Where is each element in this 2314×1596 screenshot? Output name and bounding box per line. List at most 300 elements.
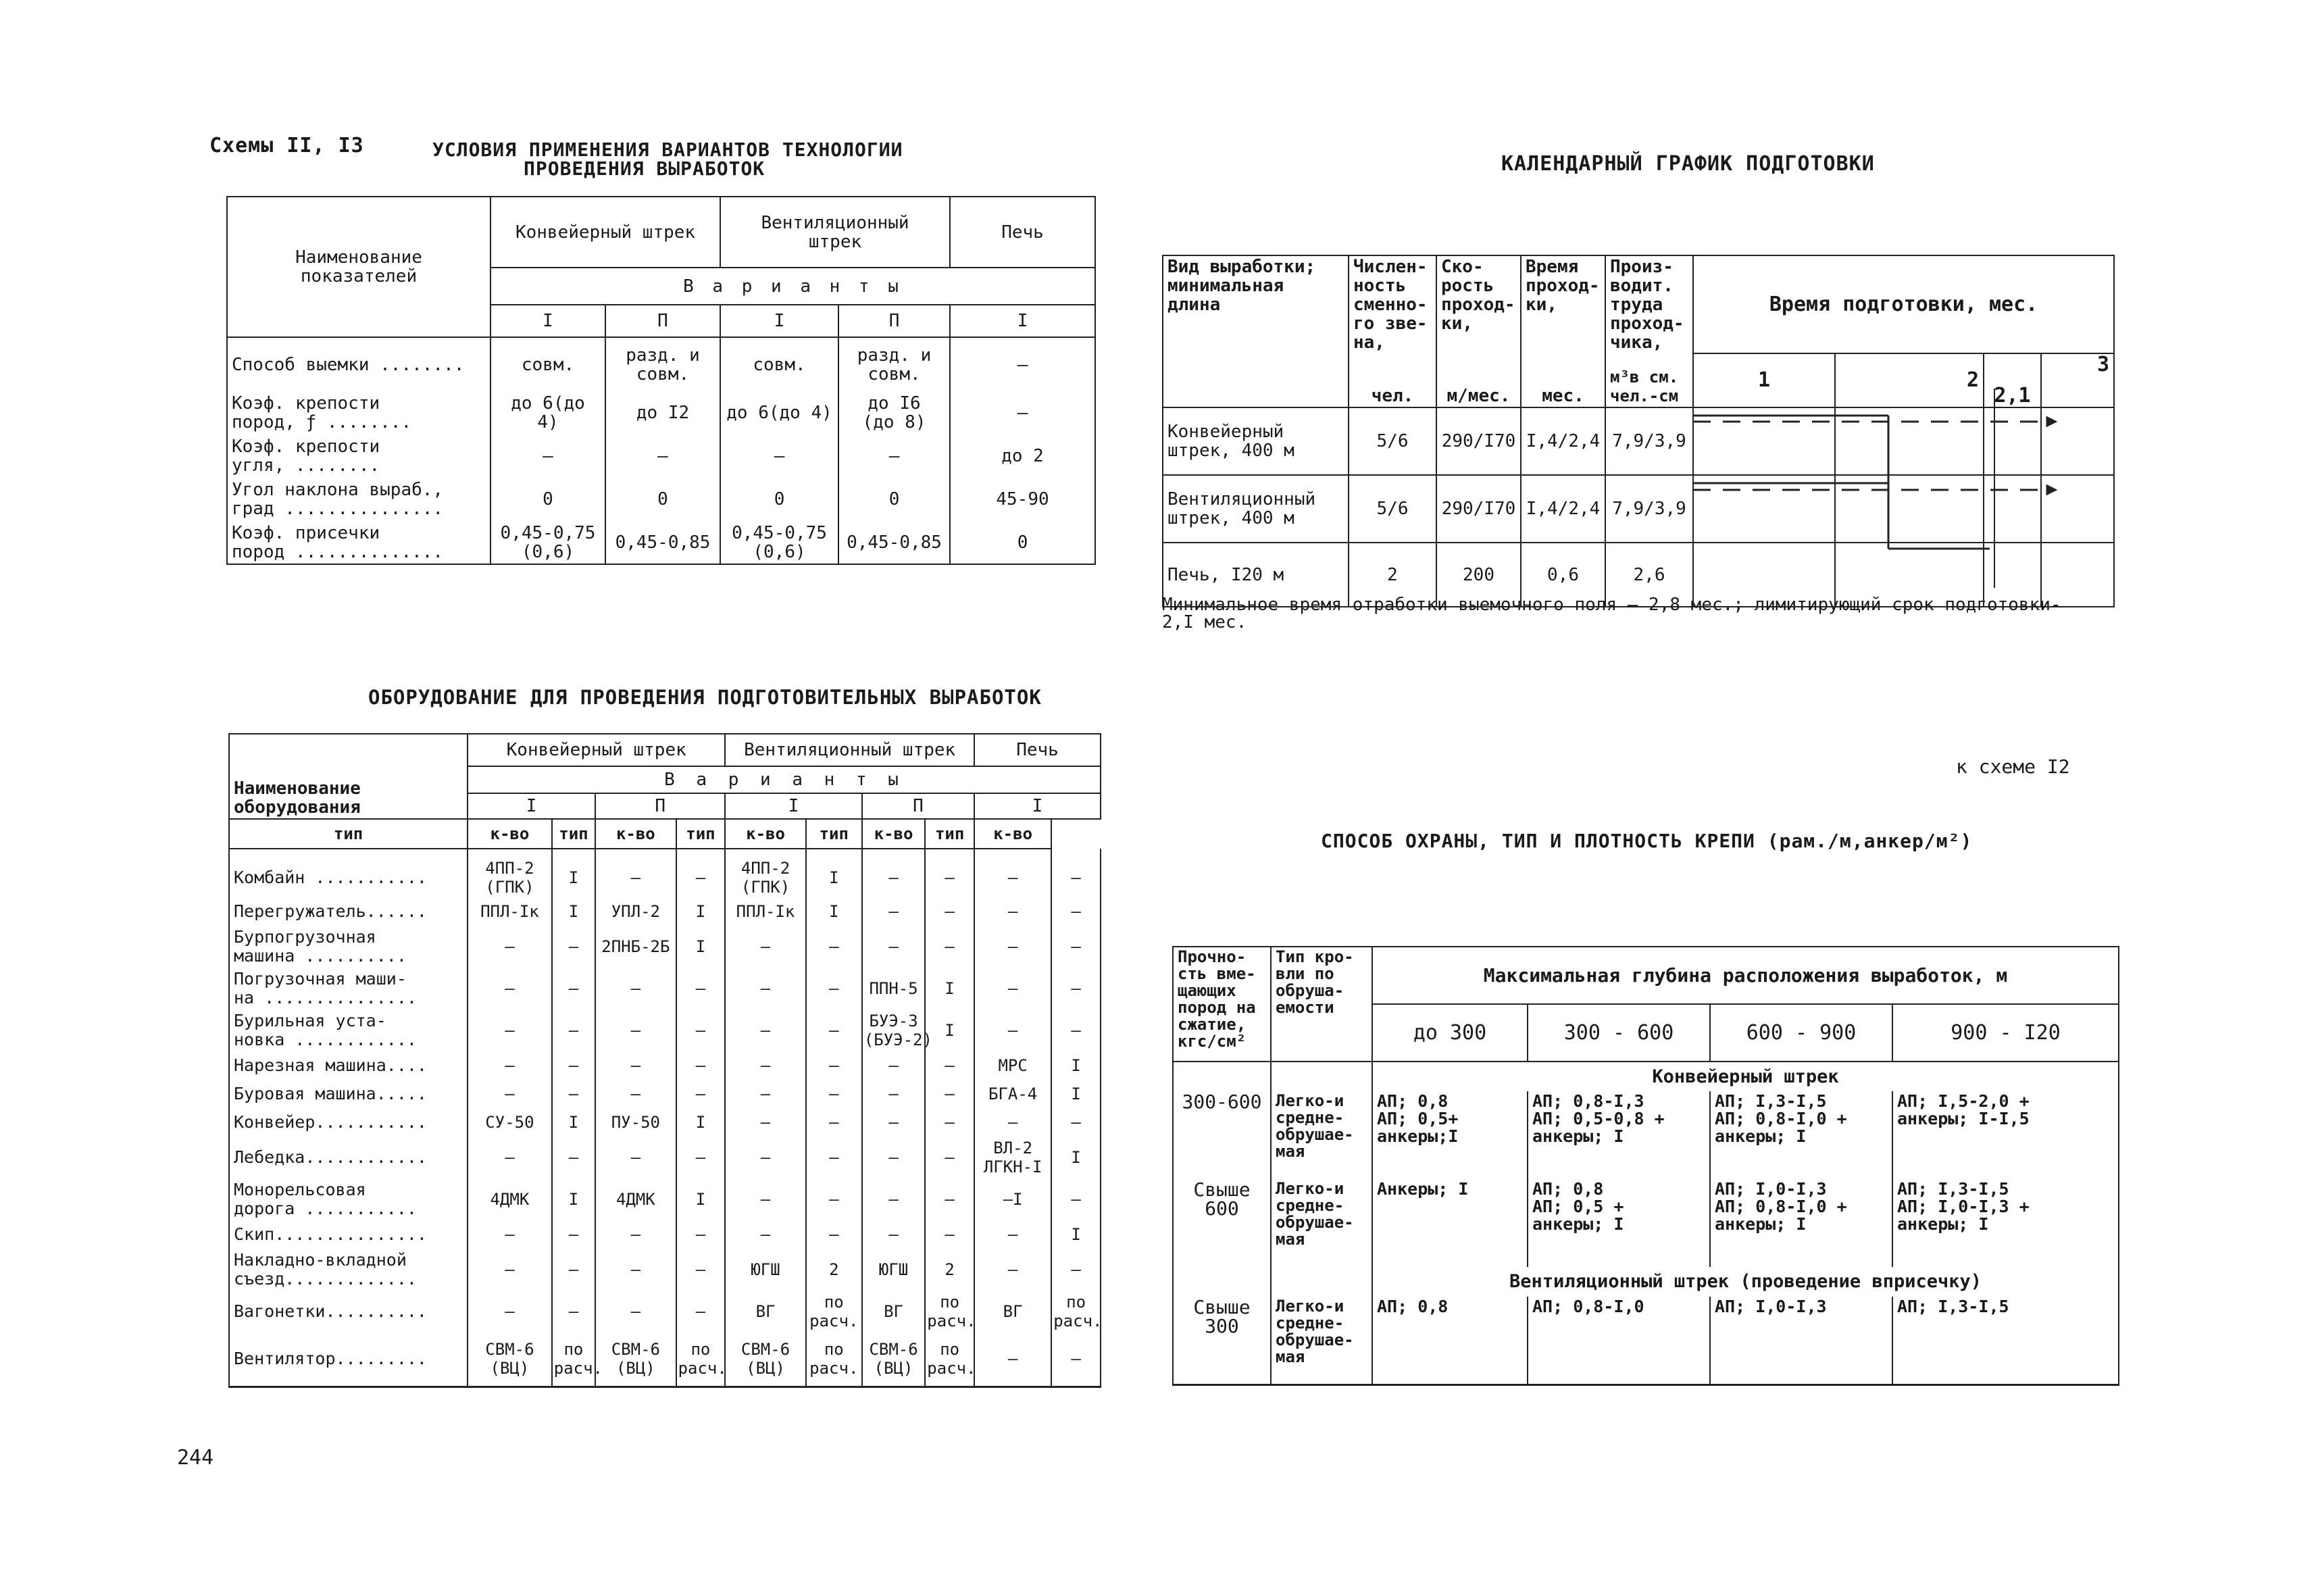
equipment-cell: –: [595, 1137, 676, 1178]
equipment-cell: –: [1051, 897, 1101, 926]
equipment-cell: –: [925, 926, 974, 968]
conditions-cell: до I6 (до 8): [838, 391, 950, 434]
calendar-cell-productivity: 7,9/3,9: [1605, 407, 1693, 475]
equipment-row: [229, 1108, 1101, 1137]
equipment-cell: –: [595, 968, 676, 1009]
equipment-subcol: тип: [229, 819, 468, 849]
support-col-type: Тип кро- вли по обруша- емости: [1271, 947, 1372, 1062]
arrow-icon: [2047, 486, 2055, 494]
equipment-cell: ППЛ-Iк: [725, 897, 805, 926]
cal-unit-speed: м/мес.: [1436, 353, 1521, 407]
conditions-cell: 45-90: [950, 478, 1095, 521]
conditions-cell: –: [720, 434, 838, 478]
cal-head-crew: Числен- ность сменно- го зве- на,: [1349, 255, 1436, 353]
conditions-variant: I: [491, 305, 605, 337]
equipment-row: [229, 1080, 1101, 1108]
equipment-cell: –: [595, 1080, 676, 1108]
conditions-cell: 0: [838, 478, 950, 521]
page-number: 244: [177, 1446, 214, 1470]
equipment-cell: –: [862, 1178, 925, 1220]
calendar-title: КАЛЕНДАРНЫЙ ГРАФИК ПОДГОТОВКИ: [1501, 152, 1875, 176]
conditions-title-line1: УСЛОВИЯ ПРИМЕНЕНИЯ ВАРИАНТОВ ТЕХНОЛОГИИ: [432, 139, 903, 161]
equipment-cell: ВГ: [862, 1291, 925, 1332]
equipment-row-name: Вагонетки..........: [229, 1291, 468, 1332]
equipment-cell: –: [862, 1051, 925, 1080]
conditions-cell: до 6(до 4): [720, 391, 838, 434]
support-section-spacer: [1271, 1062, 1372, 1091]
conditions-row-name: Коэф. крепости угля, ........: [227, 434, 491, 478]
equipment-cell: по расч.: [925, 1291, 974, 1332]
equipment-cell: –: [974, 1249, 1051, 1291]
equipment-title: ОБОРУДОВАНИЕ ДЛЯ ПРОВЕДЕНИЯ ПОДГОТОВИТЕЛЬНЫХ ВЫРАБОТОК: [368, 686, 1042, 709]
cal-month: 2: [1835, 353, 1984, 407]
support-row: [1173, 1297, 2119, 1385]
equipment-cell: I: [806, 849, 862, 897]
conditions-cell: –: [950, 391, 1095, 434]
calendar-cell-productivity: 2,6: [1605, 543, 1693, 607]
support-cell: АП; I,3-I,5 АП; I,0-I,3 + анкеры; I: [1892, 1179, 2119, 1267]
equipment-cell: –: [925, 1220, 974, 1249]
equipment-group-vent: Вентиляционный штрек: [725, 734, 974, 766]
equipment-cell: –: [806, 1178, 862, 1220]
equipment-cell: –: [806, 1220, 862, 1249]
equipment-cell: –: [595, 1291, 676, 1332]
cal-unit-time: мес.: [1521, 353, 1605, 407]
equipment-subcol: тип: [552, 819, 595, 849]
equipment-cell: –: [725, 1108, 805, 1137]
conditions-cell: 0,45-0,75 (0,6): [491, 521, 605, 564]
conditions-title-line2: ПРОВЕДЕНИЯ ВЫРАБОТОК: [524, 157, 765, 180]
equipment-subcol: тип: [806, 819, 862, 849]
conditions-cell: 0,45-0,85: [605, 521, 720, 564]
equipment-cell: –: [1051, 1332, 1101, 1387]
conditions-variant: П: [605, 305, 720, 337]
calendar-cell-productivity: 7,9/3,9: [1605, 475, 1693, 543]
equipment-cell: –: [925, 849, 974, 897]
conditions-row-name: Коэф. крепости пород, ƒ ........: [227, 391, 491, 434]
equipment-cell: –: [925, 1137, 974, 1178]
equipment-row-name: Бурпогрузочная машина ..........: [229, 926, 468, 968]
support-cell: АП; 0,8-I,3 АП; 0,5-0,8 + анкеры; I: [1528, 1091, 1710, 1179]
equipment-cell: по расч.: [676, 1332, 726, 1387]
equipment-cell: ВГ: [725, 1291, 805, 1332]
equipment-table: [228, 733, 1101, 1388]
equipment-cell: –: [806, 1051, 862, 1080]
conditions-variant: I: [950, 305, 1095, 337]
equipment-cell: I: [676, 1108, 726, 1137]
equipment-group-conveyor: Конвейерный штрек: [468, 734, 725, 766]
support-cell: Анкеры; I: [1372, 1179, 1528, 1267]
equipment-cell: –I: [974, 1178, 1051, 1220]
equipment-cell: –: [468, 1249, 552, 1291]
equipment-cell: 4ДМК: [468, 1178, 552, 1220]
equipment-cell: –: [552, 1137, 595, 1178]
equipment-cell: –: [862, 1080, 925, 1108]
arrow-icon: [2047, 418, 2055, 426]
equipment-cell: I: [676, 897, 726, 926]
equipment-row-name: Комбайн ...........: [229, 849, 468, 897]
equipment-cell: 2ПНБ-2Б: [595, 926, 676, 968]
equipment-cell: –: [676, 1220, 726, 1249]
equipment-cell: ЮГШ: [862, 1249, 925, 1291]
equipment-cell: –: [468, 1137, 552, 1178]
equipment-subcol: тип: [925, 819, 974, 849]
cal-head-kind: Вид выработки; минимальная длина: [1163, 255, 1349, 407]
conditions-cell: 0: [605, 478, 720, 521]
conditions-cell: 0,45-0,75 (0,6): [720, 521, 838, 564]
equipment-cell: –: [552, 1249, 595, 1291]
support-depth: до 300: [1372, 1004, 1528, 1062]
equipment-cell: –: [1051, 968, 1101, 1009]
equipment-cell: –: [862, 897, 925, 926]
equipment-cell: по расч.: [552, 1332, 595, 1387]
equipment-group-face: Печь: [974, 734, 1101, 766]
conditions-variant: П: [838, 305, 950, 337]
equipment-row: [229, 968, 1101, 1009]
conditions-variant: I: [720, 305, 838, 337]
conditions-row-name: Коэф. присечки пород ..............: [227, 521, 491, 564]
support-strength: Свыше 600: [1173, 1179, 1271, 1267]
equipment-cell: БУЭ-3 (БУЭ-2): [862, 1009, 925, 1051]
calendar-cell-time: I,4/2,4: [1521, 407, 1605, 475]
equipment-cell: I: [552, 1178, 595, 1220]
calendar-cell-crew: 5/6: [1349, 475, 1436, 543]
equipment-cell: –: [974, 1009, 1051, 1051]
equipment-cell: СУ-50: [468, 1108, 552, 1137]
equipment-cell: –: [725, 1051, 805, 1080]
support-depth-header: Максимальная глубина расположения выработок, м: [1372, 947, 2119, 1004]
equipment-variant: I: [725, 793, 862, 819]
cal-unit-crew: чел.: [1349, 353, 1436, 407]
conditions-cell: разд. и совм.: [605, 337, 720, 391]
equipment-variant: П: [862, 793, 974, 819]
support-cell: АП; 0,8 АП; 0,5+ анкеры;I: [1372, 1091, 1528, 1179]
equipment-cell: –: [925, 1178, 974, 1220]
equipment-cell: –: [925, 1080, 974, 1108]
equipment-cell: –: [725, 1080, 805, 1108]
calendar-cell-crew: 2: [1349, 543, 1436, 607]
equipment-subcol: тип: [676, 819, 726, 849]
equipment-cell: СВМ-6 (ВЦ): [595, 1332, 676, 1387]
equipment-cell: ВГ: [974, 1291, 1051, 1332]
conditions-cell: до 2: [950, 434, 1095, 478]
equipment-cell: I: [925, 968, 974, 1009]
support-strength: Свыше 300: [1173, 1297, 1271, 1385]
conditions-cell: 0,45-0,85: [838, 521, 950, 564]
equipment-cell: –: [1051, 926, 1101, 968]
equipment-cell: –: [974, 968, 1051, 1009]
equipment-cell: –: [468, 1220, 552, 1249]
conditions-group-vent: Вентиляционный штрек: [720, 197, 950, 268]
equipment-cell: –: [862, 1220, 925, 1249]
calendar-cell-crew: 5/6: [1349, 407, 1436, 475]
equipment-cell: ППЛ-Iк: [468, 897, 552, 926]
equipment-cell: по расч.: [806, 1332, 862, 1387]
equipment-variants-label: В а р и а н т ы: [468, 766, 1101, 793]
equipment-cell: 4ПП-2 (ГПК): [725, 849, 805, 897]
equipment-cell: I: [676, 926, 726, 968]
equipment-cell: –: [676, 1009, 726, 1051]
support-cell: АП; I,3-I,5: [1892, 1297, 2119, 1385]
conditions-cell: до I2: [605, 391, 720, 434]
equipment-cell: –: [552, 926, 595, 968]
equipment-cell: 2: [925, 1249, 974, 1291]
equipment-cell: ВЛ-2 ЛГКН-I: [974, 1137, 1051, 1178]
equipment-cell: –: [552, 968, 595, 1009]
equipment-row-name: Скип...............: [229, 1220, 468, 1249]
equipment-row: [229, 1051, 1101, 1080]
equipment-cell: –: [806, 1009, 862, 1051]
equipment-row: [229, 849, 1101, 897]
equipment-cell: по расч.: [806, 1291, 862, 1332]
equipment-cell: I: [925, 1009, 974, 1051]
equipment-cell: БГА-4: [974, 1080, 1051, 1108]
equipment-cell: –: [468, 1291, 552, 1332]
equipment-cell: ППН-5: [862, 968, 925, 1009]
equipment-cell: –: [974, 1332, 1051, 1387]
equipment-cell: I: [552, 897, 595, 926]
equipment-row: [229, 1220, 1101, 1249]
equipment-cell: –: [725, 1178, 805, 1220]
equipment-row-name: Лебедка............: [229, 1137, 468, 1178]
equipment-cell: I: [806, 897, 862, 926]
equipment-cell: СВМ-6 (ВЦ): [468, 1332, 552, 1387]
equipment-cell: I: [552, 849, 595, 897]
calendar-cell-time: 0,6: [1521, 543, 1605, 607]
equipment-cell: –: [725, 926, 805, 968]
equipment-cell: –: [806, 1137, 862, 1178]
equipment-cell: 4ПП-2 (ГПК): [468, 849, 552, 897]
equipment-cell: I: [1051, 1051, 1101, 1080]
equipment-row: [229, 1178, 1101, 1220]
equipment-cell: –: [725, 1137, 805, 1178]
equipment-cell: –: [1051, 1178, 1101, 1220]
equipment-cell: –: [862, 1108, 925, 1137]
support-section-vent: [1173, 1267, 2119, 1297]
conditions-cell: –: [838, 434, 950, 478]
conditions-cell: 0: [720, 478, 838, 521]
equipment-row: [229, 1332, 1101, 1387]
support-section-conveyor: [1173, 1062, 2119, 1091]
to-scheme-label: к схеме I2: [1956, 755, 2070, 778]
equipment-cell: –: [552, 1009, 595, 1051]
equipment-row: [229, 926, 1101, 968]
conditions-group-conveyor: Конвейерный штрек: [491, 197, 720, 268]
equipment-row-name: Бурильная уста- новка ............: [229, 1009, 468, 1051]
support-title: СПОСОБ ОХРАНЫ, ТИП И ПЛОТНОСТЬ КРЕПИ (рам./м,анкер/м²): [1321, 830, 1973, 852]
equipment-cell: –: [806, 1080, 862, 1108]
equipment-cell: –: [552, 1080, 595, 1108]
calendar-cell-speed: 290/I70: [1436, 407, 1521, 475]
equipment-cell: –: [595, 849, 676, 897]
support-cell: АП; I,0-I,3: [1710, 1297, 1892, 1385]
equipment-cell: СВМ-6 (ВЦ): [725, 1332, 805, 1387]
calendar-row-kind: Вентиляционный штрек, 400 м: [1163, 475, 1349, 543]
equipment-cell: МРС: [974, 1051, 1051, 1080]
cal-head-time: Время проход- ки,: [1521, 255, 1605, 353]
support-depth: 900 - I20: [1892, 1004, 2119, 1062]
support-row: [1173, 1091, 2119, 1179]
equipment-cell: –: [862, 849, 925, 897]
equipment-cell: –: [676, 1291, 726, 1332]
support-depth: 300 - 600: [1528, 1004, 1710, 1062]
equipment-row-name: Монорельсовая дорога ...........: [229, 1178, 468, 1220]
support-row: [1173, 1179, 2119, 1267]
equipment-cell: –: [862, 1137, 925, 1178]
equipment-cell: –: [468, 1009, 552, 1051]
equipment-cell: –: [725, 968, 805, 1009]
support-section-spacer: [1271, 1267, 1372, 1297]
conditions-cell: до 6(до 4): [491, 391, 605, 434]
equipment-row-name: Вентилятор.........: [229, 1332, 468, 1387]
support-cell: АП; 0,8-I,0: [1528, 1297, 1710, 1385]
equipment-cell: –: [925, 897, 974, 926]
equipment-col-name: Наименование оборудования: [229, 734, 468, 819]
equipment-cell: I: [1051, 1220, 1101, 1249]
equipment-cell: –: [974, 926, 1051, 968]
calendar-note-line2: 2,I мес.: [1162, 612, 1247, 632]
equipment-cell: –: [552, 1220, 595, 1249]
conditions-cell: 0: [950, 521, 1095, 564]
equipment-cell: I: [552, 1108, 595, 1137]
cal-head-prep-time: Время подготовки, мес.: [1693, 255, 2114, 353]
equipment-cell: –: [974, 1108, 1051, 1137]
equipment-cell: –: [1051, 1108, 1101, 1137]
support-section-spacer: [1173, 1062, 1271, 1091]
equipment-cell: –: [468, 1051, 552, 1080]
equipment-cell: –: [468, 968, 552, 1009]
equipment-cell: –: [1051, 849, 1101, 897]
equipment-cell: –: [676, 1137, 726, 1178]
equipment-subcol: к-во: [595, 819, 676, 849]
calendar-note-line1: Минимальное время отработки выемочного поля – 2,8 мес.; лимитирующий срок подготовки-: [1162, 595, 2061, 615]
equipment-cell: ЮГШ: [725, 1249, 805, 1291]
support-cell: АП; I,3-I,5 АП; 0,8-I,0 + анкеры; I: [1710, 1091, 1892, 1179]
support-depth: 600 - 900: [1710, 1004, 1892, 1062]
conditions-row-name: Способ выемки ........: [227, 337, 491, 391]
equipment-row: [229, 1137, 1101, 1178]
cal-month: 1: [1693, 353, 1835, 407]
equipment-cell: по расч.: [1051, 1291, 1101, 1332]
equipment-cell: –: [925, 1051, 974, 1080]
conditions-cell: –: [491, 434, 605, 478]
conditions-cell: разд. и совм.: [838, 337, 950, 391]
equipment-cell: I: [1051, 1080, 1101, 1108]
support-section-spacer: [1173, 1267, 1271, 1297]
equipment-cell: I: [676, 1178, 726, 1220]
equipment-row-name: Перегружатель......: [229, 897, 468, 926]
equipment-variant: П: [595, 793, 725, 819]
conditions-cell: –: [950, 337, 1095, 391]
calendar-row-kind: Конвейерный штрек, 400 м: [1163, 407, 1349, 475]
equipment-cell: по расч.: [925, 1332, 974, 1387]
equipment-cell: –: [595, 1051, 676, 1080]
calendar-cell-speed: 200: [1436, 543, 1521, 607]
calendar-cell-speed: 290/I70: [1436, 475, 1521, 543]
equipment-cell: СВМ-6 (ВЦ): [862, 1332, 925, 1387]
equipment-cell: –: [1051, 1009, 1101, 1051]
equipment-row-name: Нарезная машина....: [229, 1051, 468, 1080]
calendar-cell-time: I,4/2,4: [1521, 475, 1605, 543]
equipment-cell: –: [676, 1249, 726, 1291]
conditions-cell: –: [605, 434, 720, 478]
equipment-row-name: Конвейер...........: [229, 1108, 468, 1137]
cal-head-productivity: Произ- водит. труда проход- чика,: [1605, 255, 1693, 353]
cal-head-speed: Ско- рость проход- ки,: [1436, 255, 1521, 353]
equipment-cell: –: [974, 849, 1051, 897]
equipment-cell: –: [925, 1108, 974, 1137]
equipment-variant: I: [974, 793, 1101, 819]
equipment-variant: I: [468, 793, 595, 819]
equipment-row: [229, 1009, 1101, 1051]
calendar-row-kind: Печь, I20 м: [1163, 543, 1349, 607]
equipment-row-name: Буровая машина.....: [229, 1080, 468, 1108]
equipment-cell: –: [468, 1080, 552, 1108]
equipment-row: [229, 1249, 1101, 1291]
cal-month: 3: [2041, 353, 2114, 407]
support-roof: Легко-и средне- обрушае- мая: [1271, 1179, 1372, 1267]
equipment-cell: –: [595, 1220, 676, 1249]
equipment-cell: ПУ-50: [595, 1108, 676, 1137]
conditions-variants-label: В а р и а н т ы: [491, 268, 1095, 305]
support-strength: 300-600: [1173, 1091, 1271, 1179]
equipment-cell: –: [552, 1051, 595, 1080]
support-cell: АП; I,5-2,0 + анкеры; I-I,5: [1892, 1091, 2119, 1179]
equipment-cell: –: [1051, 1249, 1101, 1291]
equipment-cell: –: [974, 897, 1051, 926]
support-section-title: Конвейерный штрек: [1372, 1062, 2119, 1091]
support-col-strength: Прочно- сть вме- щающих пород на сжатие, кгс/см²: [1173, 947, 1271, 1062]
equipment-subcol: к-во: [862, 819, 925, 849]
support-cell: АП; 0,8 АП; 0,5 + анкеры; I: [1528, 1179, 1710, 1267]
equipment-cell: –: [676, 849, 726, 897]
equipment-cell: –: [595, 1249, 676, 1291]
equipment-row: [229, 1291, 1101, 1332]
equipment-cell: УПЛ-2: [595, 897, 676, 926]
scheme-label: Схемы II, I3: [209, 134, 364, 157]
equipment-cell: –: [676, 1051, 726, 1080]
equipment-cell: I: [1051, 1137, 1101, 1178]
support-section-title: Вентиляционный штрек (проведение вприсечку): [1372, 1267, 2119, 1297]
support-cell: АП; 0,8: [1372, 1297, 1528, 1385]
equipment-subcol: к-во: [725, 819, 805, 849]
equipment-cell: –: [552, 1291, 595, 1332]
conditions-cell: 0: [491, 478, 605, 521]
equipment-cell: 2: [806, 1249, 862, 1291]
equipment-cell: 4ДМК: [595, 1178, 676, 1220]
equipment-row: [229, 897, 1101, 926]
conditions-group-face: Печь: [950, 197, 1095, 268]
cal-unit-productivity: м³в см. чел.-см: [1605, 353, 1693, 407]
equipment-cell: –: [595, 1009, 676, 1051]
equipment-subcol: к-во: [468, 819, 552, 849]
equipment-subcol: к-во: [974, 819, 1051, 849]
equipment-cell: –: [974, 1220, 1051, 1249]
equipment-cell: –: [806, 968, 862, 1009]
equipment-cell: –: [862, 926, 925, 968]
support-roof: Легко-и средне- обрушае- мая: [1271, 1091, 1372, 1179]
cal-month: 2,1: [1984, 353, 2041, 407]
equipment-cell: –: [676, 968, 726, 1009]
equipment-cell: –: [725, 1220, 805, 1249]
conditions-col-name: Наименование показателей: [227, 197, 491, 337]
conditions-row-name: Угол наклона выраб., град ...............: [227, 478, 491, 521]
equipment-cell: –: [725, 1009, 805, 1051]
equipment-cell: –: [468, 926, 552, 968]
support-roof: Легко-и средне- обрушае- мая: [1271, 1297, 1372, 1385]
conditions-cell: совм.: [720, 337, 838, 391]
equipment-row-name: Накладно-вкладной съезд.............: [229, 1249, 468, 1291]
